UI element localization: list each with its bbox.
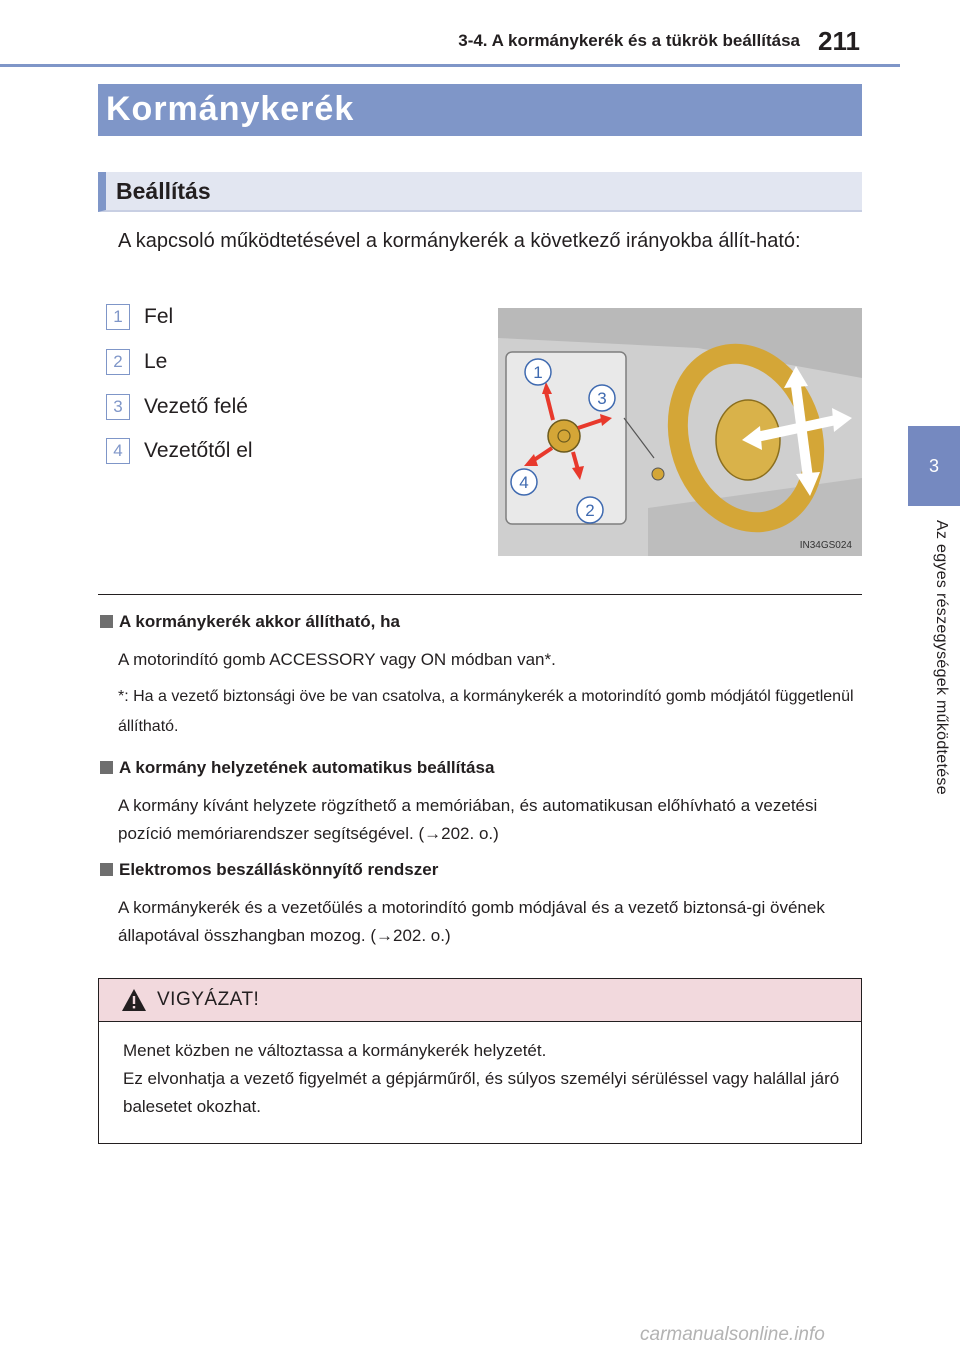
item-number: 3: [106, 394, 130, 420]
callout-2-label: 2: [585, 501, 595, 520]
warning-body: [123, 1037, 853, 1121]
callout-3-label: 3: [597, 389, 607, 408]
steering-wheel-illustration: [498, 308, 862, 556]
note-heading: Elektromos beszálláskönnyítő rendszer: [100, 860, 438, 880]
item-label: Vezetőtől el: [144, 439, 253, 462]
list-item: [106, 394, 406, 426]
item-label: Vezető felé: [144, 395, 248, 418]
intro-text: A kapcsoló működtetésével a kormánykerék a következő irányokba állít-ható:: [118, 230, 801, 252]
note-text: A kormánykerék és a vezetőülés a motorindító gomb módjával és a vezető biztonsá-gi övének állapotával összhangban mozog. (→202. o.): [118, 898, 825, 945]
warning-line: Menet közben ne változtassa a kormánykerék helyzetét.: [123, 1041, 547, 1060]
item-number: 2: [106, 349, 130, 375]
running-header: 3-4. A kormánykerék és a tükrök beállítása: [458, 31, 800, 50]
watermark: carmanualsonline.info: [640, 1324, 825, 1345]
item-number: 4: [106, 438, 130, 464]
section-divider: [98, 594, 862, 595]
list-item: [106, 438, 406, 470]
chapter-tab: 3: [908, 426, 960, 506]
note-heading: A kormánykerék akkor állítható, ha: [100, 612, 400, 632]
warning-title: VIGYÁZAT!: [157, 989, 260, 1010]
subsection-bar: [98, 172, 862, 212]
warning-line: Ez elvonhatja a vezető figyelmét a gépjárműről, és súlyos személyi sérüléssel vagy halállal járó balesetet okozhat.: [123, 1069, 840, 1116]
figure-code: IN34GS024: [799, 540, 852, 551]
subsection-title: Beállítás: [116, 178, 211, 204]
note-text: A kormány kívánt helyzete rögzíthető a memóriában, és automatikusan előhívható a vezetési pozíció memóriarendszer segítségével. (→202. o.): [118, 796, 818, 843]
item-label: Fel: [144, 305, 174, 328]
header-rule: [0, 64, 900, 67]
footnote: *: Ha a vezető biztonsági öve be van csatolva, a kormánykerék a motorindító gomb módjától függetlenül állítható.: [118, 688, 854, 735]
square-bullet-icon: [100, 761, 113, 774]
steering-column-switch: [652, 468, 664, 480]
warning-header: [99, 979, 861, 1022]
callout-1-label: 1: [533, 363, 543, 382]
item-number: 1: [106, 304, 130, 330]
warning-triangle-icon: [121, 988, 147, 1012]
page-number: 211: [818, 26, 860, 56]
callout-4-label: 4: [519, 473, 529, 492]
note-heading: A kormány helyzetének automatikus beállítása: [100, 758, 494, 778]
note-text: A motorindító gomb ACCESSORY vagy ON módban van*.: [118, 650, 556, 669]
square-bullet-icon: [100, 615, 113, 628]
section-title: Kormánykerék: [106, 90, 355, 128]
adjust-switch: [548, 420, 580, 452]
square-bullet-icon: [100, 863, 113, 876]
warning-box: [98, 978, 862, 1144]
chapter-side-title: Az egyes részegységek működtetése: [933, 520, 950, 795]
list-item: [106, 349, 406, 381]
item-label: Le: [144, 350, 168, 373]
list-item: [106, 304, 406, 336]
